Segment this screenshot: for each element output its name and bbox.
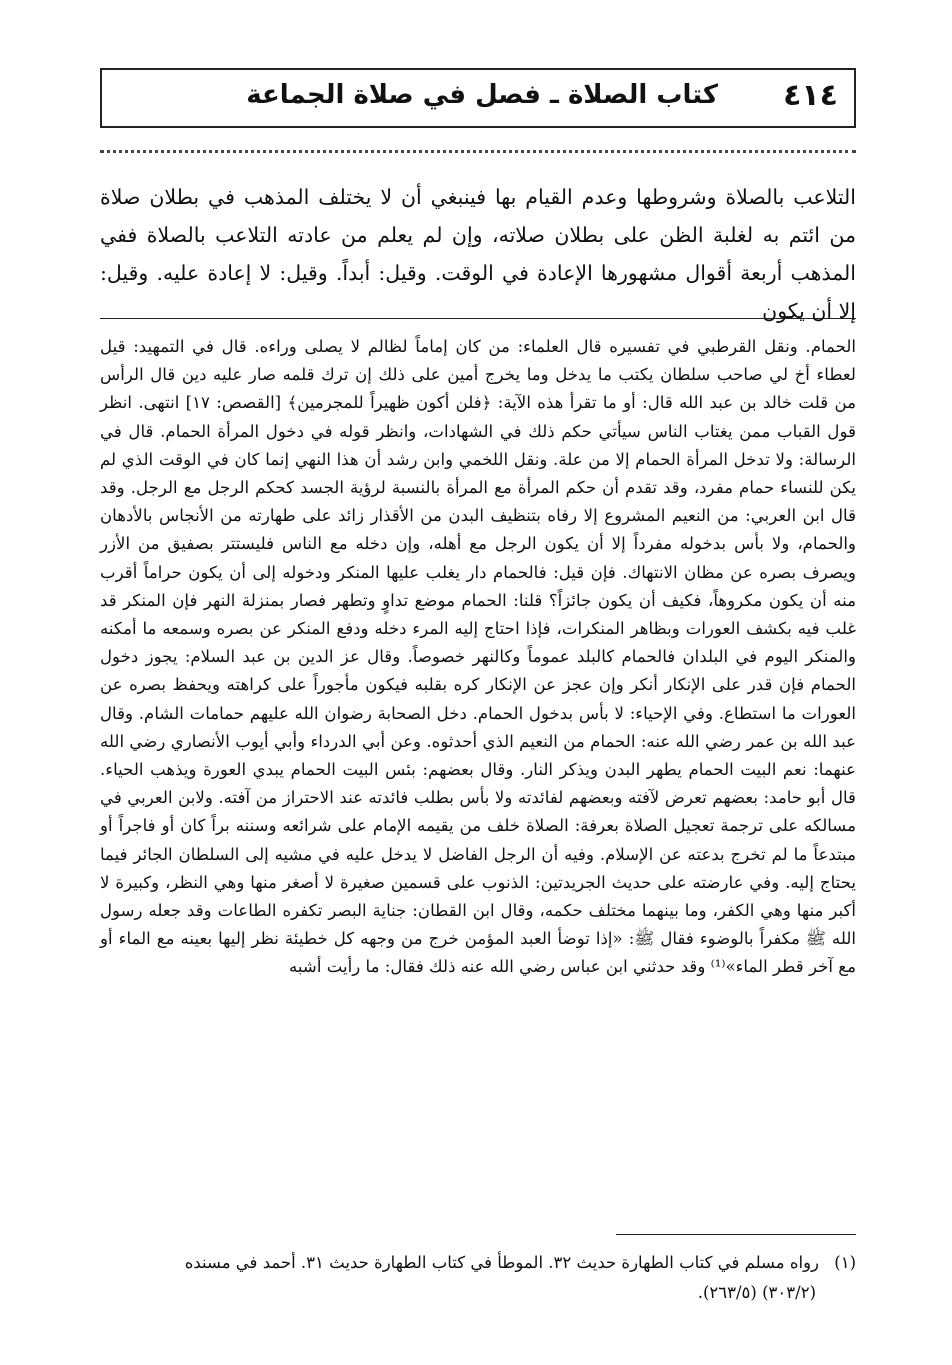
main-text (100, 178, 856, 330)
commentary-divider (100, 318, 856, 319)
page-number: ٤١٤ (783, 78, 838, 113)
running-header (100, 68, 856, 128)
commentary-text (100, 333, 856, 982)
footnote-continuation: (٣٠٣/٢) (٢٦٣/٥). (697, 1283, 816, 1302)
footnote-text: رواه مسلم في كتاب الطهارة حديث ٣٢. الموطأ في كتاب الطهارة حديث ٣١. أحمد في مسنده (184, 1253, 819, 1272)
footnote-line (100, 1248, 856, 1278)
footnote-divider (616, 1234, 856, 1235)
footnote-marker: (١) (834, 1253, 856, 1272)
commentary-paragraph: الحمام. ونقل القرطبي في تفسيره قال العلماء: من كان إماماً لظالم لا يصلى وراءه. قال في التمهيد: قيل لعطاء أخ لي صاحب سلطان يكتب ما يدخل وما يخرج أمين على ذلك إن ترك قلمه صار عليه دين قال الرأس من قلت خالد بن عبد الله قال: أو ما تقرأ هذه الآية: ﴿فلن أكون ظهيراً للمجرمين﴾ [القصص: ١٧] انتهى. انظر قول القباب ممن يغتاب الناس سيأتي حكم ذلك في الشهادات، وانظر قوله في دخول المرأة الحمام. قال في الرسالة: ولا تدخل المرأة الحمام إلا من علة. ونقل اللخمي وابن رشد أن هذا النهي إنما كان في الوقت الذي لم يكن للنساء حمام مفرد، وقد تقدم أن حكم المرأة مع المرأة بالنسبة لرؤية الجسد كحكم الرجل مع الرجل. وقد قال ابن العربي: من النعيم المشروع إلا رفاه بتنظيف البدن من الأقذار زائد على طهارته من الأنجاس بالأدهان والحمام، ولا بأس بدخوله مفرداً إلا أن يكون الرجل مع أهله، وإن دخله مع الناس فليستتر بصفيق من الأزر ويصرف بصره عن مظان الانتهاك. فإن قيل: فالحمام دار يغلب عليها المنكر ودخوله إلى أن يكون حراماً أقرب منه أن يكون مكروهاً، فكيف أن يكون جائزاً؟ قلنا: الحمام موضع تداوٍ وتطهر فصار بمنزلة النهر فإن المنكر قد غلب فيه بكشف العورات وبظاهر المنكرات، فإذا احتاج إليه المرء دخله ودفع المنكر عن بصره وسمعه ما أمكنه والمنكر اليوم في البلدان فالحمام كالبلد عموماً وكالنهر خصوصاً. وقال عز الدين بن عبد السلام: يجوز دخول الحمام فإن قدر على الإنكار أنكر وإن عجز عن الإنكار كره بقلبه فيكون مأجوراً على كراهته ويحفظ بصره عن العورات ما استطاع. وفي الإحياء: لا بأس بدخول الحمام. دخل الصحابة رضوان الله عليهم حمامات الشام. وقال عبد الله بن عمر رضي الله عنه: الحمام من النعيم الذي أحدثوه. وعن أبي الدرداء وأبي أيوب الأنصاري رضي الله عنهما: نعم البيت الحمام يطهر البدن ويذكر النار. وقال بعضهم: بئس البيت الحمام يبدي العورة ويذهب الحياء. قال أبو حامد: بعضهم تعرض لآفته وبعضهم لفائدته ولا بأس بطلب فائدته عند الاحتراز من آفته. ولابن العربي في مسالكه على ترجمة تعجيل الصلاة بعرفة: الصلاة خلف من يقيمه الإمام على شرائعه وسننه براً كان أو فاجراً أو مبتدعاً ما لم تخرج بدعته عن الإسلام. وفيه أن الرجل الفاضل لا يدخل عليه في مشيه إلى السلطان الجائر فيما يحتاج إليه. وفي عارضته على حديث الجريدتين: الذنوب على قسمين صغيرة لا أصغر منها وهي النظر، وكبيرة لا أكبر منها وهي الكفر، وما بينهما مختلف حكمه، وقال ابن القطان: جناية البصر تكفره الطاعات وقد جعله رسول الله ﷺ مكفراً بالوضوء فقال ﷺ: «إذا توضأ العبد المؤمن خرج من وجهه كل خطيئة نظر إليها بعينه مع الماء أو مع آخر قطر الماء»⁽¹⁾ وقد حدثني ابن عباس رضي الله عنه ذلك فقال: ما رأيت أشبه (100, 337, 856, 977)
dotted-separator (100, 138, 856, 153)
chapter-title: كتاب الصلاة ـ فصل في صلاة الجماعة (246, 80, 718, 110)
footnote (100, 1248, 856, 1308)
main-paragraph: التلاعب بالصلاة وشروطها وعدم القيام بها فينبغي أن لا يختلف المذهب في بطلان صلاة من ائتم به لغلبة الظن على بطلان صلاته، وإن لم يعلم من عادته التلاعب بالصلاة ففي المذهب أربعة أقوال مشهورها الإعادة في الوقت. وقيل: أبداً. وقيل: لا إعادة عليه. وقيل: إلا أن يكون (100, 185, 856, 323)
